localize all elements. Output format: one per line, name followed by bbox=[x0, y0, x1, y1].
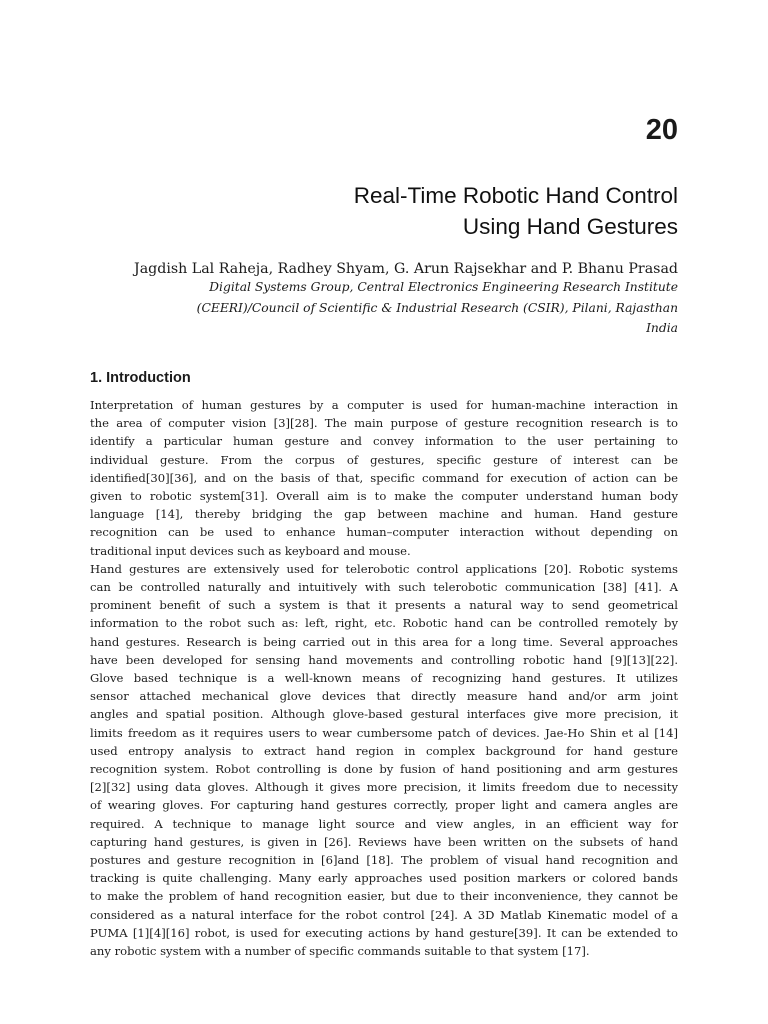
body-line: given to robotic system[31]. Overall aim is to make the computer understand human body bbox=[90, 489, 678, 504]
chapter-title-line: Real-Time Robotic Hand Control bbox=[353, 183, 678, 208]
body-line: [2][32] using data gloves. Although it gives more precision, it limits freedom due to necessity bbox=[90, 780, 678, 795]
body-line: any robotic system with a number of specific commands suitable to that system [17]. bbox=[90, 944, 590, 959]
body-line: can be controlled naturally and intuitively with such telerobotic communication [38] [41]. A bbox=[90, 580, 678, 595]
body-line: language [14], thereby bridging the gap between machine and human. Hand gesture bbox=[90, 507, 678, 522]
body-line: sensor attached mechanical glove devices that directly measure hand and/or arm joint bbox=[90, 689, 678, 704]
body-line: individual gesture. From the corpus of gestures, specific gesture of interest can be bbox=[90, 452, 678, 467]
chapter-number: 20 bbox=[645, 114, 678, 146]
body-line: angles and spatial position. Although glove-based gestural interfaces give more precision, it bbox=[90, 707, 678, 722]
body-line: identify a particular human gesture and convey information to the user pertaining to bbox=[90, 434, 678, 449]
body-line: identified[30][36], and on the basis of that, specific command for execution of action can be bbox=[90, 470, 678, 485]
body-line: tracking is quite challenging. Many early approaches used position markers or colored bands bbox=[90, 871, 678, 886]
body-line: information to the robot such as: left, right, etc. Robotic hand can be controlled remotely by bbox=[90, 616, 678, 631]
body-line: Glove based technique is a well-known means of recognizing hand gestures. It utilizes bbox=[90, 671, 678, 686]
affiliation-line: Digital Systems Group, Central Electronics Engineering Research Institute bbox=[209, 280, 678, 294]
body-line: have been developed for sensing hand movements and controlling robotic hand [9][13][22]. bbox=[90, 652, 678, 667]
body-line: traditional input devices such as keyboard and mouse. bbox=[90, 543, 411, 558]
body-line: required. A technique to manage light source and view angles, in an efficient way for bbox=[90, 816, 678, 831]
body-line: used entropy analysis to extract hand region in complex background for hand gesture bbox=[90, 743, 678, 758]
body-line: to make the problem of hand recognition easier, but due to their inconvenience, they cannot be bbox=[90, 889, 678, 904]
body-line: limits freedom as it requires users to wear cumbersome patch of devices. Jae-Ho Shin et al [14] bbox=[90, 725, 678, 740]
body-line: considered as a natural interface for the robot control [24]. A 3D Matlab Kinematic model of a bbox=[90, 907, 678, 922]
author-list: Jagdish Lal Raheja, Radhey Shyam, G. Arun Rajsekhar and P. Bhanu Prasad bbox=[134, 261, 678, 277]
body-line: postures and gesture recognition in [6]and [18]. The problem of visual hand recognition and bbox=[90, 853, 678, 868]
affiliation bbox=[38, 277, 678, 339]
body-line: recognition can be used to enhance human–computer interaction without depending on bbox=[90, 525, 678, 540]
body-line: Interpretation of human gestures by a computer is used for human-machine interaction in bbox=[90, 398, 678, 412]
body-line: Hand gestures are extensively used for telerobotic control applications [20]. Robotic systems bbox=[90, 561, 678, 576]
body-line: PUMA [1][4][16] robot, is used for executing actions by hand gesture[39]. It can be extended to bbox=[90, 925, 678, 940]
body-text bbox=[90, 396, 678, 960]
body-line: recognition system. Robot controlling is done by fusion of hand positioning and arm gestures bbox=[90, 762, 678, 777]
affiliation-line: (CEERI)/Council of Scientific & Industrial Research (CSIR), Pilani, Rajasthan bbox=[196, 300, 678, 315]
chapter-title-line: Using Hand Gestures bbox=[462, 214, 678, 239]
affiliation-line: India bbox=[646, 321, 678, 335]
body-line: the area of computer vision [3][28]. The main purpose of gesture recognition research is to bbox=[90, 416, 678, 431]
body-line: prominent benefit of such a system is that it presents a natural way to send geometrical bbox=[90, 598, 678, 613]
body-line: hand gestures. Research is being carried out in this area for a long time. Several approaches bbox=[90, 634, 678, 649]
chapter-title bbox=[118, 180, 678, 242]
body-line: of wearing gloves. For capturing hand gestures correctly, proper light and camera angles are bbox=[90, 798, 678, 813]
section-heading: 1. Introduction bbox=[90, 370, 191, 386]
body-line: capturing hand gestures, is given in [26]. Reviews have been written on the subsets of hand bbox=[90, 834, 678, 849]
